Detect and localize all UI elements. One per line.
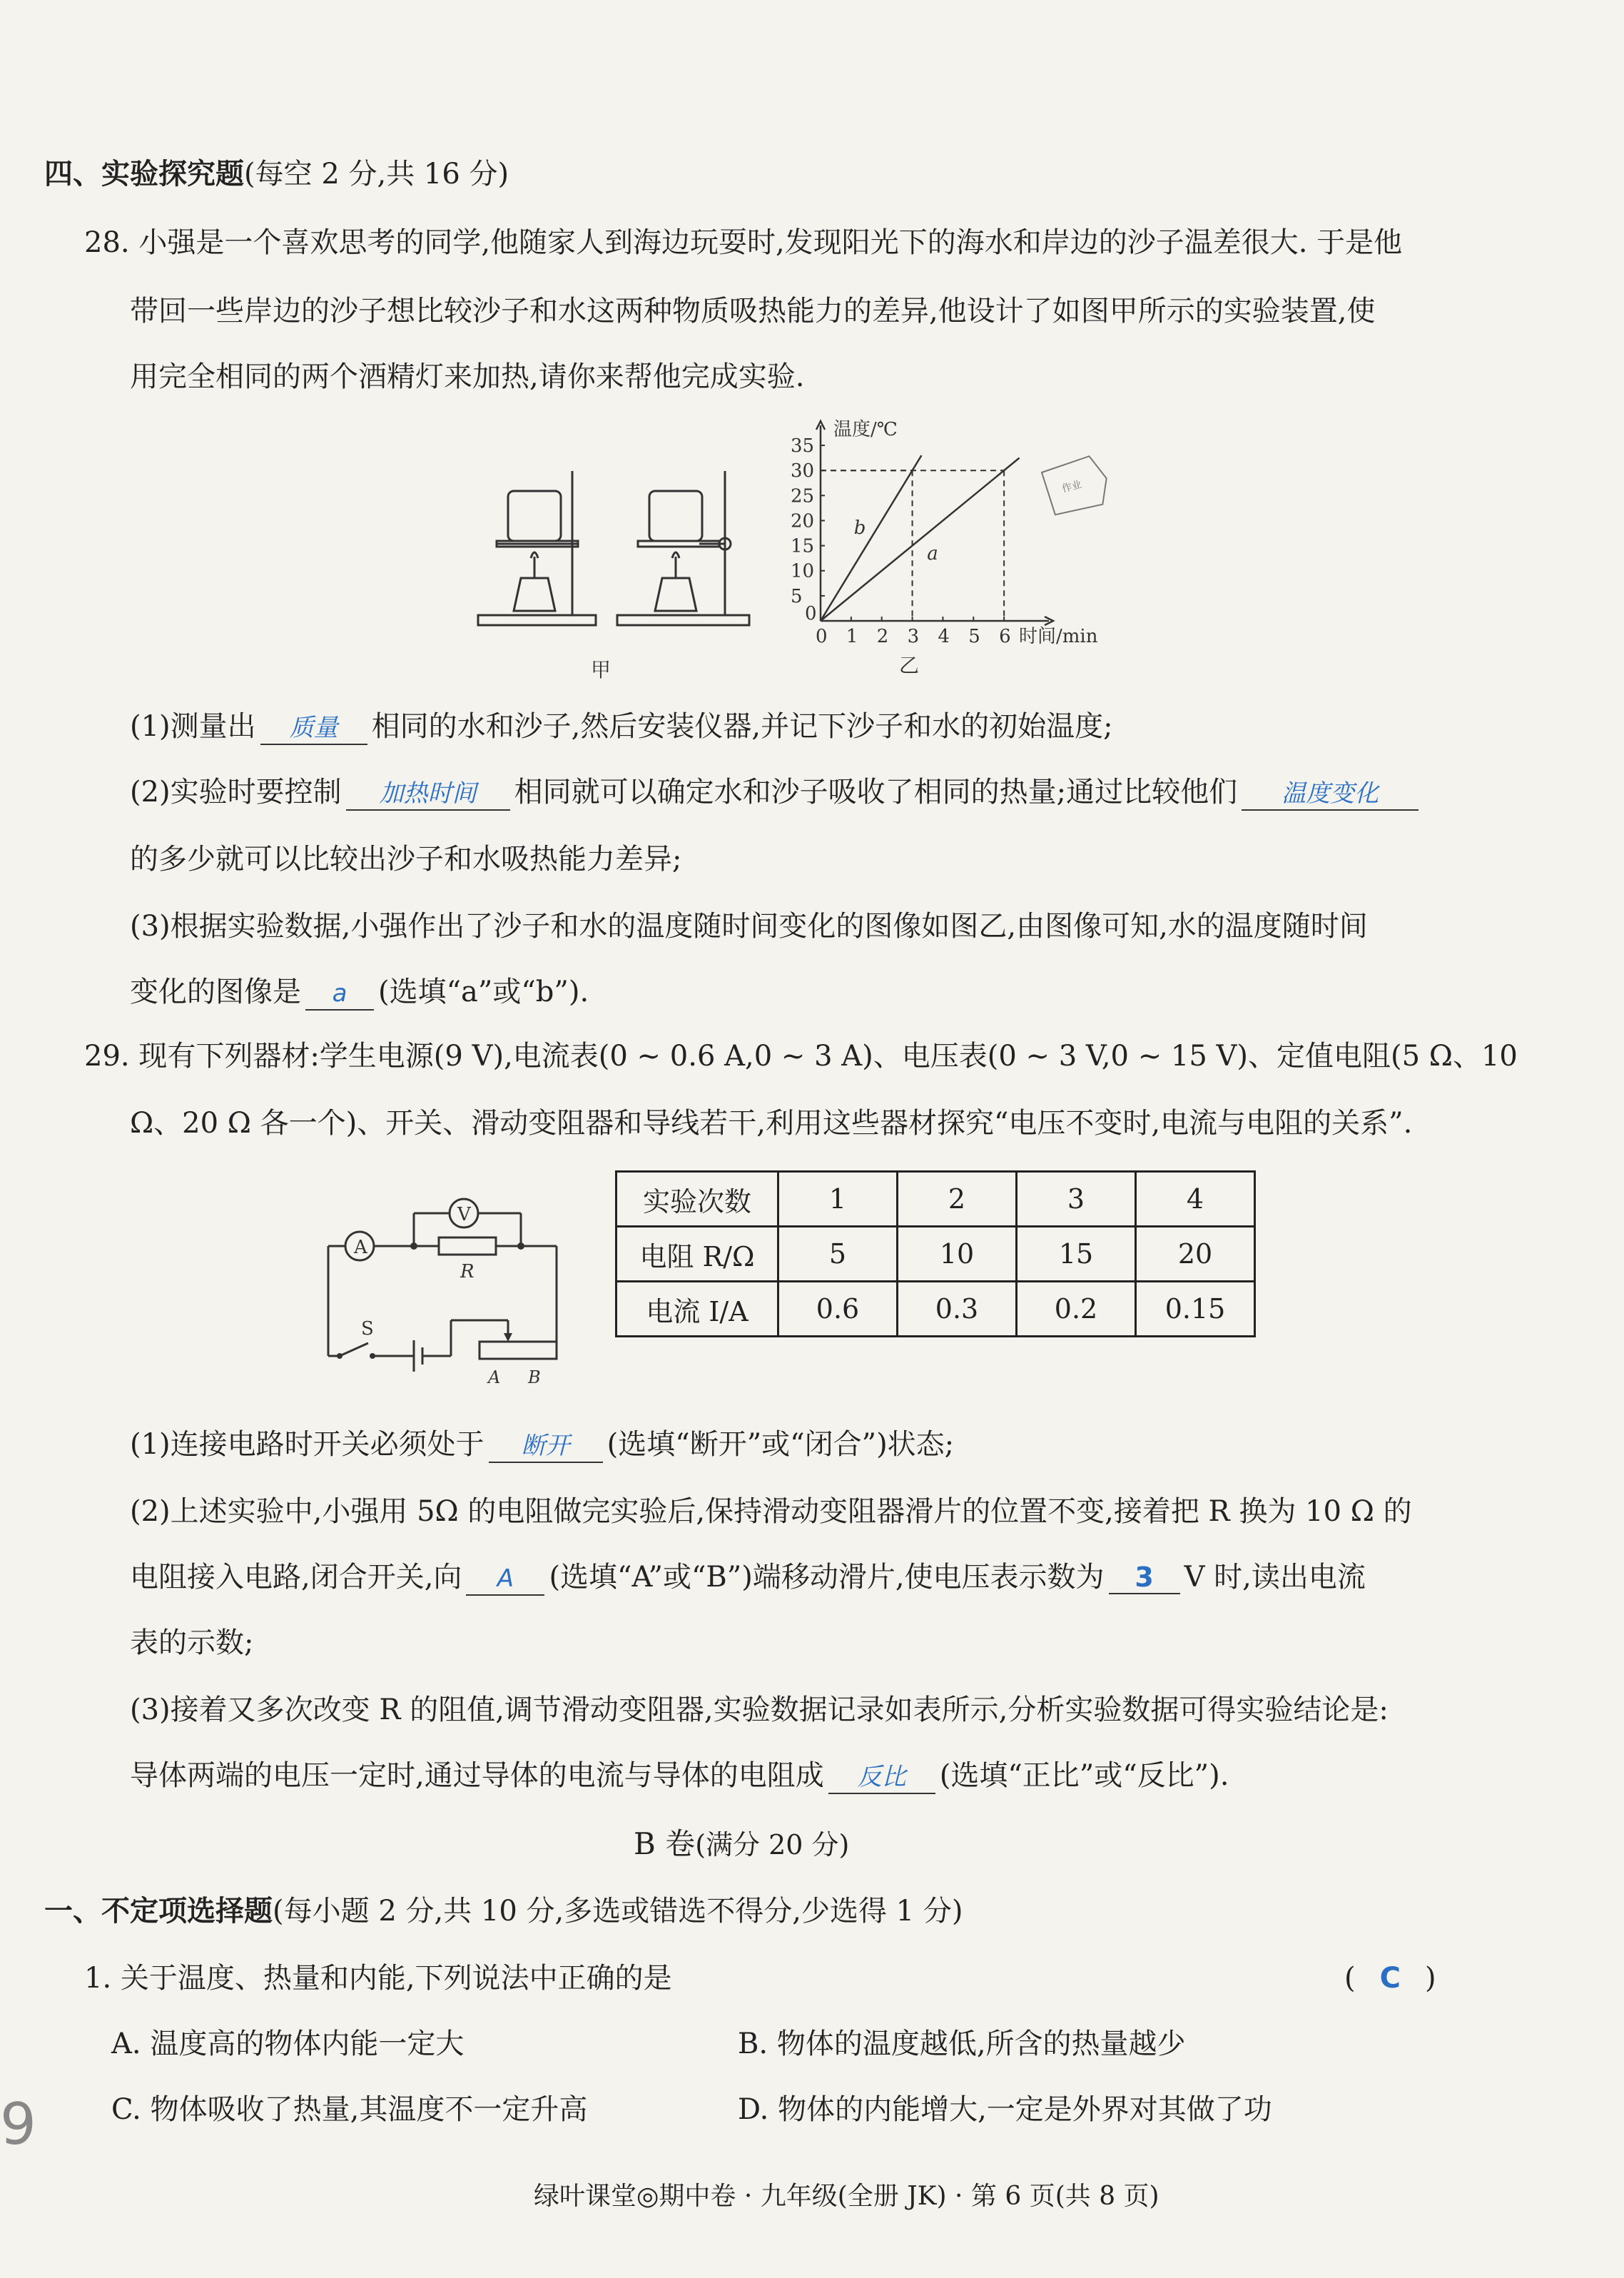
q29-s3-line-1: (3)接着又多次改变 R 的阻值,调节滑动变阻器,实验数据记录如表所示,分析实验数据可得实验结论是: (130, 1694, 1389, 1726)
slider-b-label: B (528, 1367, 541, 1387)
table-cell: 0.6 (778, 1282, 898, 1337)
chart-y-tick-label: 20 (791, 510, 815, 532)
q29-s2-line-1: (2)上述实验中,小强用 5Ω 的电阻做完实验后,保持滑动变阻器滑片的位置不变,接着把 R 换为 10 Ω 的 (130, 1495, 1412, 1528)
b1-answer-paren (1344, 1958, 1436, 1998)
table-row (616, 1227, 1255, 1282)
section-4-note: (每空 2 分,共 16 分) (244, 158, 509, 191)
q28-s3-suffix: (选填“a”或“b”). (378, 976, 589, 1008)
table-cell: 20 (1136, 1227, 1255, 1282)
alcohol-lamp-right (655, 578, 696, 611)
q28-line-2: 带回一些岸边的沙子想比较沙子和水这两种物质吸热能力的差异,他设计了如图甲所示的实验装置,使 (130, 295, 1376, 328)
chart-series-label: a (927, 542, 938, 565)
stamp-icon (1041, 453, 1112, 517)
b1-stem: 1. 关于温度、热量和内能,下列说法中正确的是 (84, 1962, 672, 1995)
table-cell: 1 (778, 1172, 898, 1227)
figure-a-caption: 甲 (591, 658, 611, 682)
q28-line-3: 用完全相同的两个酒精灯来加热,请你来帮他完成实验. (130, 360, 805, 393)
b1-option-a: A. 温度高的物体内能一定大 (111, 2028, 465, 2060)
chart-y-tick-label: 0 (805, 603, 817, 624)
table-cell: 10 (898, 1227, 1017, 1282)
q29-s2-prefix: 电阻接入电路,闭合开关,向 (130, 1561, 462, 1594)
figure-apparatus (471, 457, 756, 685)
q29-s1 (130, 1424, 954, 1464)
q28-s3-prefix: 变化的图像是 (130, 976, 301, 1008)
q29-s3 (130, 1756, 1229, 1796)
table-cell: 实验次数 (616, 1172, 778, 1227)
chart-y-tick-label: 35 (791, 435, 815, 457)
chart-x-tick-label: 5 (968, 626, 980, 647)
chart-x-tick-label: 0 (816, 626, 828, 647)
slider-a-label: A (488, 1367, 501, 1387)
q29-line-1: 29. 现有下列器材:学生电源(9 V),电流表(0 ~ 0.6 A,0 ~ 3 A)、电压表(0 ~ 3 V,0 ~ 15 V)、定值电阻(5 Ω、10 (84, 1040, 1518, 1073)
b1-option-d: D. 物体的内能增大,一定是外界对其做了功 (738, 2093, 1272, 2126)
beaker-left (508, 491, 561, 541)
q29-s3-answer: 反比 (828, 1761, 935, 1794)
q28-line-1: 28. 小强是一个喜欢思考的同学,他随家人到海边玩耍时,发现阳光下的海水和岸边的沙子温差很大. 于是他 (84, 226, 1403, 259)
table-cell: 15 (1017, 1227, 1136, 1282)
q29-s2-answer-2: 3 (1109, 1561, 1180, 1594)
section-b1-header (44, 1891, 963, 1931)
table-cell: 0.3 (898, 1282, 1017, 1337)
apparatus-base-left (478, 615, 596, 625)
ammeter-label: A (354, 1237, 367, 1258)
table-row (616, 1282, 1255, 1337)
table-row (616, 1172, 1255, 1227)
chart-x-tick-label: 2 (876, 626, 889, 647)
q29-s2-line-3: 表的示数; (130, 1626, 254, 1659)
voltmeter-label: V (457, 1204, 471, 1225)
resistor-label: R (460, 1261, 474, 1282)
b1-paren-close: ) (1424, 1962, 1436, 1995)
q29-s3-prefix: 导体两端的电压一定时,通过导体的电流与导体的电阻成 (130, 1759, 824, 1792)
b1-option-c: C. 物体吸收了热量,其温度不一定升高 (111, 2093, 588, 2126)
section-4-title: 四、实验探究题 (44, 157, 244, 191)
figure-b-caption: 乙 (899, 654, 920, 677)
switch-symbol (340, 1343, 368, 1356)
q28-s2-prefix: (2)实验时要控制 (130, 776, 342, 809)
chart-y-label: 温度/℃ (833, 419, 898, 440)
chart-series-b (821, 455, 921, 621)
table-cell: 3 (1017, 1172, 1136, 1227)
resistor-symbol (439, 1237, 496, 1255)
q29-s2-middle: (选填“A”或“B”)端移动滑片,使电压表示数为 (549, 1561, 1105, 1594)
experiment-table (615, 1170, 1256, 1337)
chart-y-tick-label: 30 (791, 460, 815, 482)
beaker-right (649, 491, 702, 541)
section-b1-title: 一、不定项选择题 (44, 1894, 273, 1928)
table-cell: 0.15 (1136, 1282, 1255, 1337)
chart-y-tick-label: 15 (791, 535, 815, 557)
q29-s1-prefix: (1)连接电路时开关必须处于 (130, 1428, 484, 1461)
b1-option-b: B. 物体的温度越低,所含的热量越少 (738, 2028, 1186, 2060)
chart-x-tick-label: 6 (999, 626, 1011, 647)
q29-s2-answer-1: A (466, 1563, 544, 1596)
table-cell: 5 (778, 1227, 898, 1282)
q29-s1-answer: 断开 (489, 1430, 603, 1463)
q28-s1 (130, 707, 1113, 746)
chart-series-a (821, 458, 1020, 621)
q29-line-2: Ω、20 Ω 各一个)、开关、滑动变阻器和导线若干,利用这些器材探究“电压不变时,电流与电阻的关系”. (130, 1107, 1413, 1140)
table-cell: 电阻 R/Ω (616, 1227, 778, 1282)
part-b-header (634, 1824, 849, 1865)
q28-s1-prefix: (1)测量出 (130, 710, 256, 743)
chart-x-label: 时间/min (1019, 626, 1098, 647)
b1-paren-open: ( (1344, 1962, 1356, 1995)
q28-s2-answer-2: 温度变化 (1242, 778, 1419, 811)
table-cell: 0.2 (1017, 1282, 1136, 1337)
table-cell: 电流 I/A (616, 1282, 778, 1337)
q29-s3-suffix: (选填“正比”或“反比”). (939, 1759, 1229, 1792)
chart-y-tick-label: 25 (791, 485, 815, 507)
q29-s1-suffix: (选填“断开”或“闭合”)状态; (607, 1428, 955, 1461)
page-footer: 绿叶课堂◎期中卷 · 九年级(全册 JK) · 第 6 页(共 8 页) (534, 2182, 1159, 2211)
switch-label: S (361, 1318, 374, 1340)
chart-y-tick-label: 5 (791, 585, 803, 607)
chart-x-tick-label: 3 (907, 626, 920, 647)
alcohol-lamp-left (514, 578, 555, 611)
section-b1-note: (每小题 2 分,共 10 分,多选或错选不得分,少选得 1 分) (273, 1895, 963, 1928)
b1-answer: C (1379, 1962, 1401, 1995)
table-cell: 2 (898, 1172, 1017, 1227)
q29-s2-suffix: V 时,读出电流 (1184, 1561, 1366, 1594)
chart-x-tick-label: 1 (846, 626, 858, 647)
svg-text:作业: 作业 (1060, 479, 1083, 495)
q29-s2 (130, 1557, 1366, 1597)
q28-s3-line-1: (3)根据实验数据,小强作出了沙子和水的温度随时间变化的图像如图乙,由图像可知,水的温度随时间 (130, 910, 1368, 943)
q28-s1-suffix: 相同的水和沙子,然后安装仪器,并记下沙子和水的初始温度; (371, 710, 1113, 743)
q28-s1-answer: 质量 (260, 712, 367, 745)
margin-page-number: 9 (0, 2091, 36, 2157)
circuit-diagram (314, 1185, 571, 1399)
apparatus-base-right (617, 615, 749, 625)
q28-s2-middle: 相同就可以确定水和沙子吸收了相同的热量;通过比较他们 (514, 776, 1238, 809)
temperature-time-chart (785, 414, 1156, 678)
chart-x-tick-label: 4 (938, 626, 950, 647)
table-cell: 4 (1136, 1172, 1255, 1227)
q28-s2 (130, 772, 1423, 812)
part-b-title: B 卷 (634, 1826, 696, 1861)
q28-s2-answer-1: 加热时间 (346, 778, 510, 811)
chart-series-label: b (853, 517, 866, 540)
section-4-header (44, 154, 509, 194)
rheostat-symbol (479, 1342, 557, 1359)
part-b-note: (满分 20 分) (695, 1829, 850, 1861)
q28-s2-line-2: 的多少就可以比较出沙子和水吸热能力差异; (130, 843, 682, 876)
q28-s3-answer: a (305, 978, 374, 1011)
q28-s3 (130, 972, 589, 1012)
chart-y-tick-label: 10 (791, 560, 815, 582)
